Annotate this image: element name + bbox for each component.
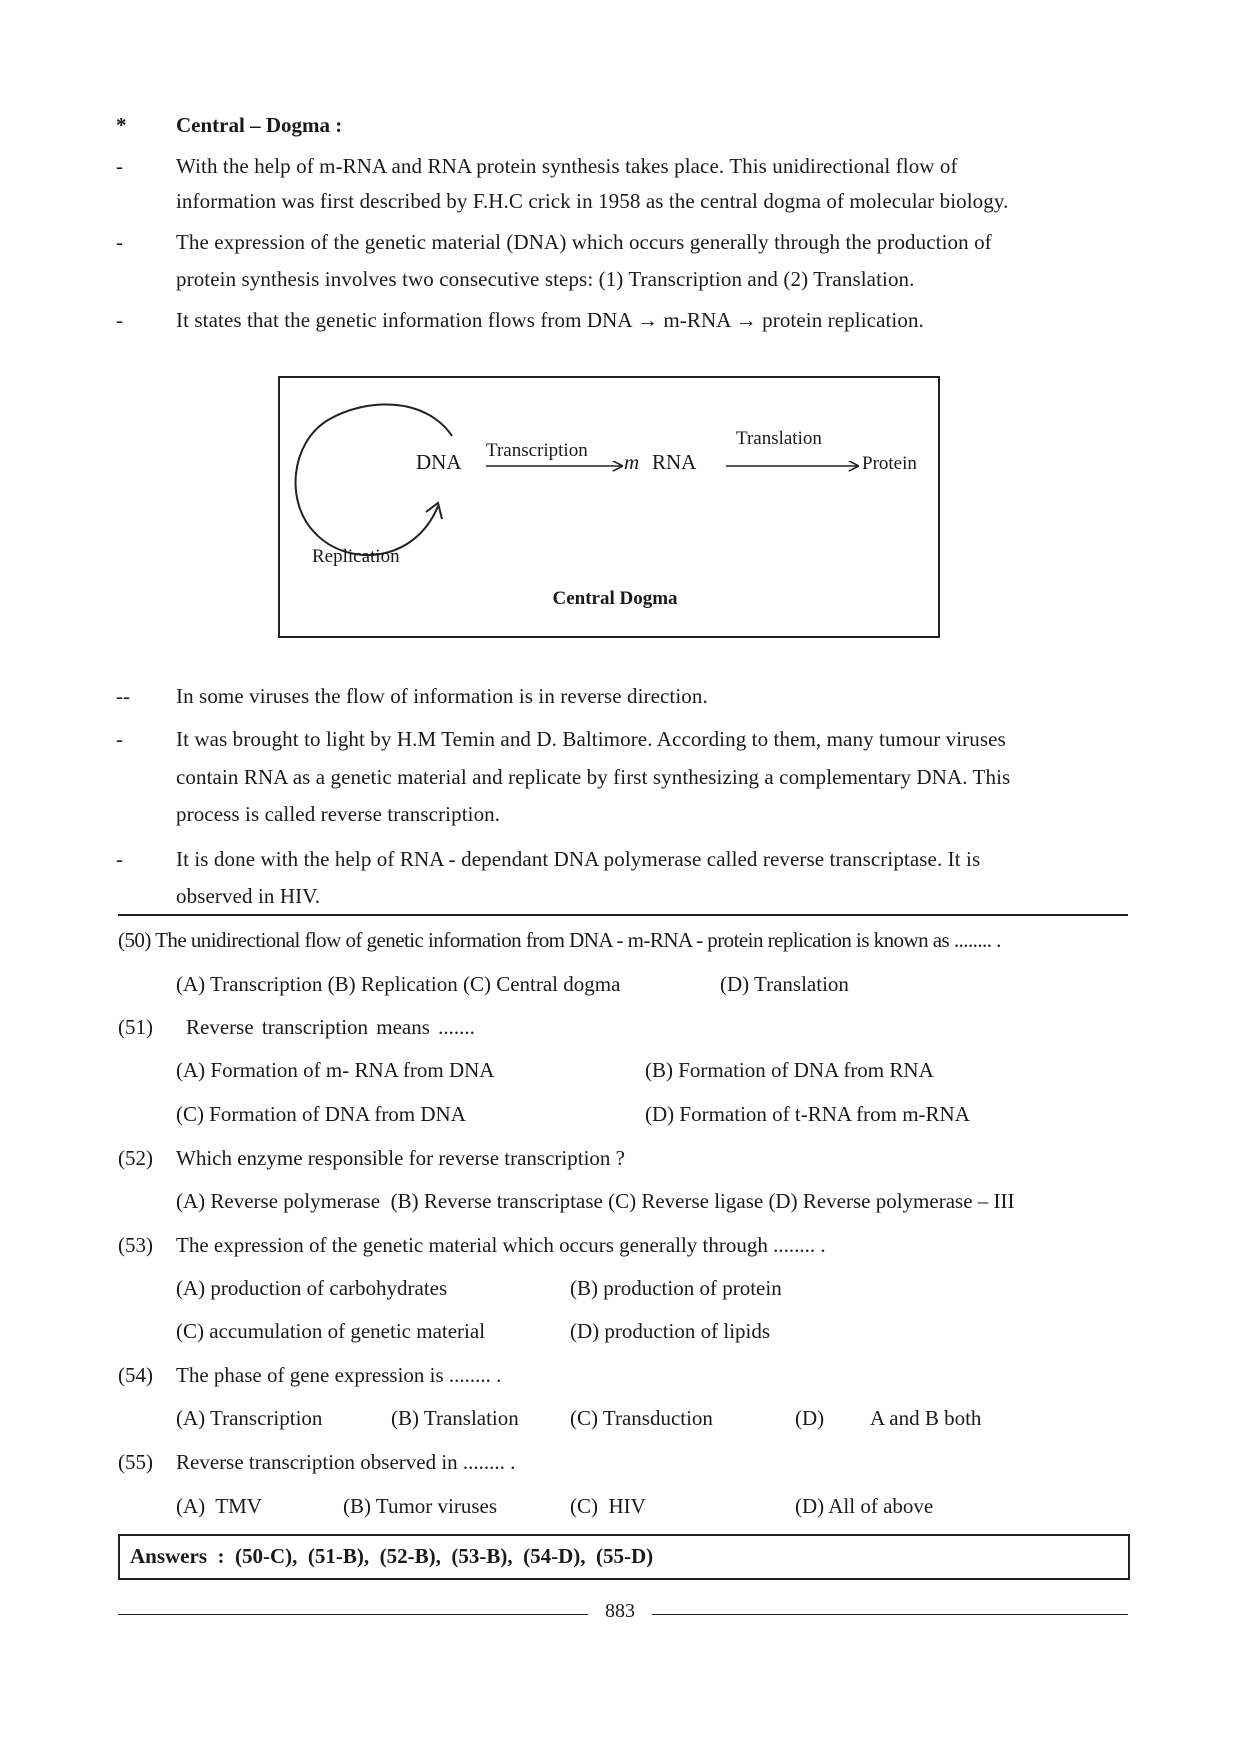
option: (A) Reverse polymerase (B) Reverse transcriptase (C) Reverse ligase (D) Reverse polymerase – III xyxy=(176,1189,1015,1213)
option: (B) Tumor viruses xyxy=(343,1494,498,1518)
option: (C) Formation of DNA from DNA xyxy=(176,1102,466,1126)
dna-label: DNA xyxy=(416,450,462,474)
option: (D) Formation of t-RNA from m-RNA xyxy=(645,1102,970,1126)
question-text: The expression of the genetic material which occurs generally through ........ . xyxy=(176,1233,826,1257)
paragraph-line: process is called reverse transcription. xyxy=(176,802,501,826)
paragraph-line: observed in HIV. xyxy=(176,884,321,908)
option: (D) production of lipids xyxy=(570,1319,771,1343)
paragraph-line: It was brought to light by H.M Temin and D. Baltimore. According to them, many tumour viruses xyxy=(176,727,1006,751)
paragraph-line: In some viruses the flow of information is in reverse direction. xyxy=(176,684,708,708)
diagram-caption: Central Dogma xyxy=(552,588,678,609)
paragraph-line: With the help of m-RNA and RNA protein synthesis takes place. This unidirectional flow of xyxy=(176,154,958,178)
m-label: m xyxy=(624,450,640,474)
page-number: 883 xyxy=(605,1600,635,1622)
question-number: (53) xyxy=(118,1233,153,1257)
section-divider xyxy=(118,914,1128,916)
protein-label: Protein xyxy=(862,453,917,474)
question-50 xyxy=(118,922,1128,959)
rna-label: RNA xyxy=(652,450,697,474)
replication-label: Replication xyxy=(312,546,400,567)
question-text: The phase of gene expression is ........ . xyxy=(176,1363,502,1387)
question-number: (51) xyxy=(118,1015,153,1039)
option: (D) All of above xyxy=(795,1494,934,1518)
bullet-marker: - xyxy=(116,154,123,178)
question-number: (52) xyxy=(118,1146,153,1170)
option: (B) Translation xyxy=(391,1406,519,1430)
option: (A) Transcription xyxy=(176,1406,323,1430)
option: (B) production of protein xyxy=(570,1276,782,1300)
replication-loop-arrow xyxy=(296,404,452,555)
question-text: Reverse transcription means ....... xyxy=(186,1015,475,1039)
paragraph-line: contain RNA as a genetic material and replicate by first synthesizing a complementary DNA. This xyxy=(176,765,1011,789)
question-text: The unidirectional flow of genetic information from DNA - m-RNA - protein replication is known as ........ . xyxy=(155,928,1001,952)
question-number: (50) xyxy=(118,928,151,952)
question-number: (55) xyxy=(118,1450,153,1474)
section-star: * xyxy=(116,113,127,137)
option: (D) Translation xyxy=(720,972,849,996)
footer-line-left xyxy=(118,1614,588,1615)
bullet-marker: - xyxy=(116,847,123,871)
paragraph-line: It is done with the help of RNA - dependant DNA polymerase called reverse transcriptase. It is xyxy=(176,847,981,871)
question-text: Reverse transcription observed in ........ . xyxy=(176,1450,516,1474)
option: (C) HIV xyxy=(570,1494,646,1518)
translation-label: Translation xyxy=(736,428,822,449)
footer-line-right xyxy=(652,1614,1128,1615)
paragraph-line: information was first described by F.H.C crick in 1958 as the central dogma of molecular biology. xyxy=(176,189,1009,213)
option: (B) Formation of DNA from RNA xyxy=(645,1058,934,1082)
option: (A) TMV xyxy=(176,1494,262,1518)
question-text: Which enzyme responsible for reverse transcription ? xyxy=(176,1146,625,1170)
bullet-marker: - xyxy=(116,308,123,332)
paragraph-line: The expression of the genetic material (DNA) which occurs generally through the production of xyxy=(176,230,992,254)
paragraph-line: protein synthesis involves two consecutive steps: (1) Transcription and (2) Translation. xyxy=(176,267,915,291)
option: A and B both xyxy=(870,1406,982,1430)
answers-text: Answers : (50-C), (51-B), (52-B), (53-B), (54-D), (55-D) xyxy=(130,1544,654,1568)
question-number: (54) xyxy=(118,1363,153,1387)
bullet-marker: - xyxy=(116,727,123,751)
section-title: Central – Dogma : xyxy=(176,113,343,137)
option: (A) Transcription (B) Replication (C) Central dogma xyxy=(176,972,621,996)
option: (D) xyxy=(795,1406,825,1430)
option: (C) Transduction xyxy=(570,1406,713,1430)
option: (A) Formation of m- RNA from DNA xyxy=(176,1058,495,1082)
bullet-marker: -- xyxy=(116,684,130,708)
option: (A) production of carbohydrates xyxy=(176,1276,448,1300)
paragraph-line: It states that the genetic information flows from DNA → m-RNA → protein replication. xyxy=(176,308,924,332)
central-dogma-diagram xyxy=(278,376,940,638)
bullet-marker: - xyxy=(116,230,123,254)
answers-box xyxy=(118,1534,1130,1580)
transcription-label: Transcription xyxy=(486,440,588,461)
option: (C) accumulation of genetic material xyxy=(176,1319,486,1343)
